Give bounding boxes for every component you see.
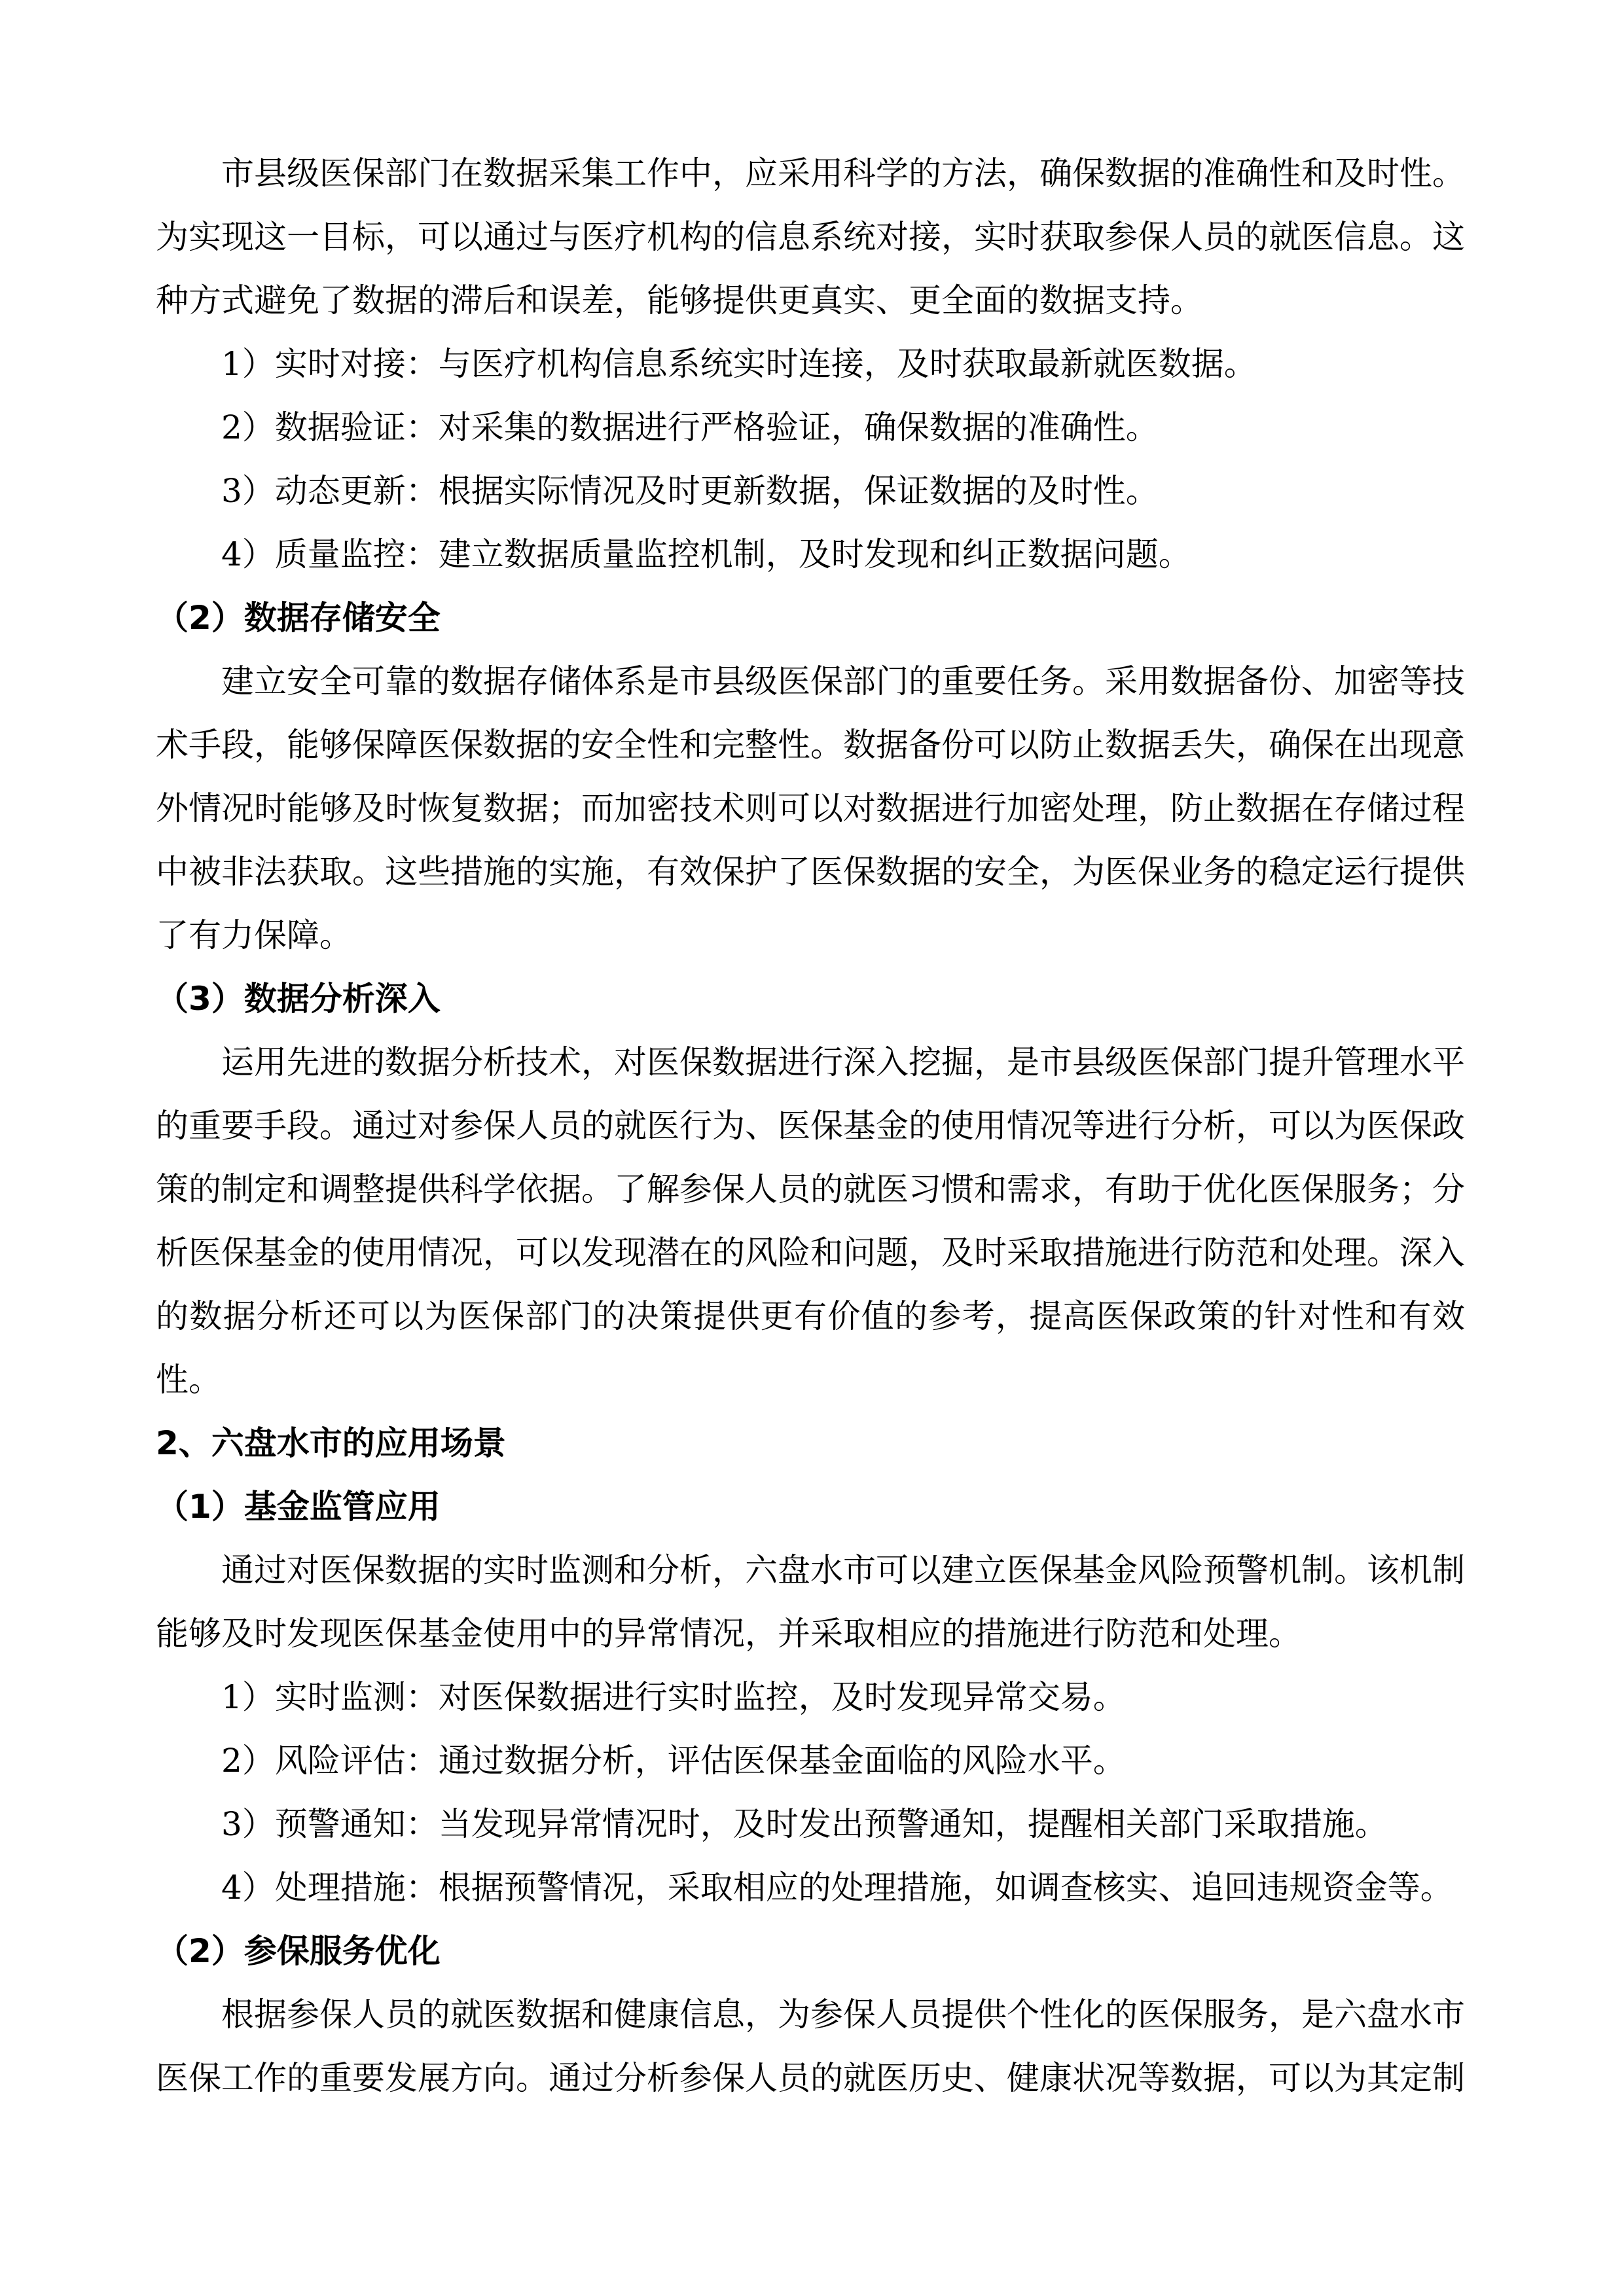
numbered-list-item: 3）动态更新：根据实际情况及时更新数据，保证数据的及时性。 xyxy=(221,472,1159,510)
body-paragraph: 运用先进的数据分析技术，对医保数据进行深入挖掘，是市县级医保部门提升管理水平的重要手段。通过对参保人员的就医行为、医保基金的使用情况等进行分析，可以为医保政策的制定和调整提供科学依据。了解参保人员的就医习惯和需求，有助于优化医保服务；分析医保基金的使用情况，可以发现潜在的风险和问题，及时采取措施进行防范和处理。深入的数据分析还可以为医保部门的决策提供更有价值的参考，提高医保政策的针对性和有效性。 xyxy=(156,1043,1465,1399)
subsection-heading: （1）基金监管应用 xyxy=(156,1488,441,1526)
body-paragraph: 通过对医保数据的实时监测和分析，六盘水市可以建立医保基金风险预警机制。该机制能够及时发现医保基金使用中的异常情况，并采取相应的措施进行防范和处理。 xyxy=(156,1551,1465,1653)
numbered-list-item: 4）质量监控：建立数据质量监控机制，及时发现和纠正数据问题。 xyxy=(221,535,1191,573)
body-paragraph: 市县级医保部门在数据采集工作中，应采用科学的方法，确保数据的准确性和及时性。为实现这一目标，可以通过与医疗机构的信息系统对接，实时获取参保人员的就医信息。这种方式避免了数据的滞后和误差，能够提供更真实、更全面的数据支持。 xyxy=(156,154,1465,319)
section-heading: 2、六盘水市的应用场景 xyxy=(156,1424,506,1462)
numbered-list-item: 1）实时对接：与医疗机构信息系统实时连接，及时获取最新就医数据。 xyxy=(221,345,1257,383)
body-paragraph: 根据参保人员的就医数据和健康信息，为参保人员提供个性化的医保服务，是六盘水市医保工作的重要发展方向。通过分析参保人员的就医历史、健康状况等数据，可以为其定制 xyxy=(156,1996,1465,2097)
numbered-list-item: 2）风险评估：通过数据分析，评估医保基金面临的风险水平。 xyxy=(221,1742,1126,1780)
numbered-list-item: 4）处理措施：根据预警情况，采取相应的处理措施，如调查核实、追回违规资金等。 xyxy=(221,1869,1453,1907)
document-body xyxy=(156,142,1465,2110)
subsection-heading: （3）数据分析深入 xyxy=(156,980,441,1018)
numbered-list-item: 2）数据验证：对采集的数据进行严格验证，确保数据的准确性。 xyxy=(221,408,1159,446)
subsection-heading: （2）数据存储安全 xyxy=(156,599,441,637)
numbered-list-item: 3）预警通知：当发现异常情况时，及时发出预警通知，提醒相关部门采取措施。 xyxy=(221,1805,1388,1843)
subsection-heading: （2）参保服务优化 xyxy=(156,1932,441,1970)
body-paragraph: 建立安全可靠的数据存储体系是市县级医保部门的重要任务。采用数据备份、加密等技术手段，能够保障医保数据的安全性和完整性。数据备份可以防止数据丢失，确保在出现意外情况时能够及时恢复数据；而加密技术则可以对数据进行加密处理，防止数据在存储过程中被非法获取。这些措施的实施，有效保护了医保数据的安全，为医保业务的稳定运行提供了有力保障。 xyxy=(156,662,1465,954)
numbered-list-item: 1）实时监测：对医保数据进行实时监控，及时发现异常交易。 xyxy=(221,1678,1126,1716)
